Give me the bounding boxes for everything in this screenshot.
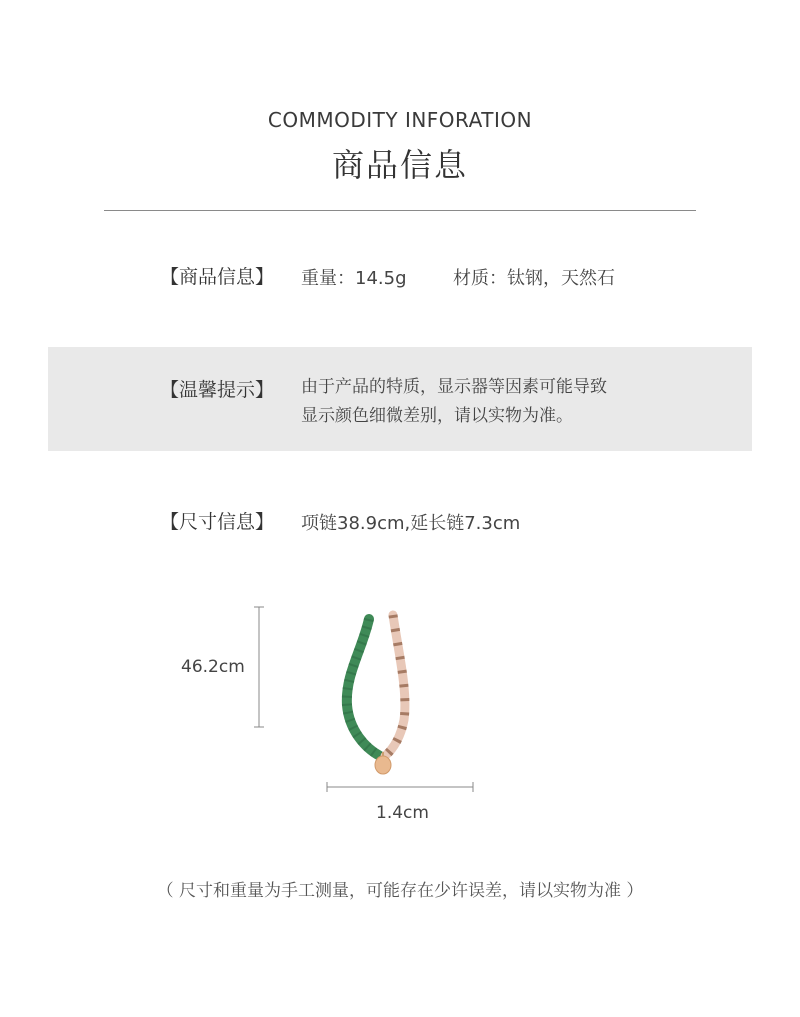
width-dimension-label: 1.4cm (376, 803, 429, 823)
material-text: 材质：钛钢，天然石 (453, 268, 615, 289)
pink-bead-strand (385, 615, 405, 756)
green-bead-strand (347, 619, 380, 756)
product-info-label: 【商品信息】 (160, 266, 275, 288)
measurement-footnote: （ 尺寸和重量为手工测量，可能存在少许误差，请以实物为准 ） (156, 881, 644, 901)
notice-line-2: 显示颜色细微差别，请以实物为准。 (301, 406, 573, 426)
title-english: COMMODITY INFORATION (267, 108, 533, 132)
size-info-text: 项链38.9cm,延长链7.3cm (301, 513, 521, 534)
notice-line-1: 由于产品的特质，显示器等因素可能导致 (301, 377, 607, 397)
size-info-label: 【尺寸信息】 (160, 511, 275, 533)
height-dimension-line (254, 607, 264, 727)
width-dimension-line (327, 782, 473, 792)
title-chinese: 商品信息 (331, 146, 468, 184)
weight-text: 重量：14.5g (301, 268, 407, 289)
notice-label: 【温馨提示】 (160, 379, 275, 401)
height-dimension-label: 46.2cm (181, 657, 245, 677)
